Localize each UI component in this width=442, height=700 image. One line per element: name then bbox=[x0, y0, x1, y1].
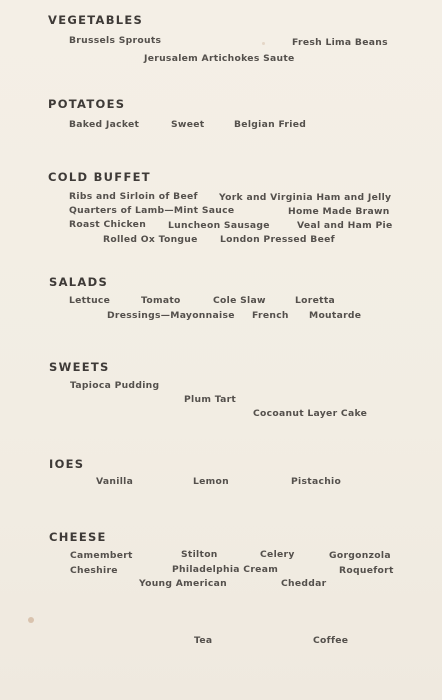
ices-heading: IOES bbox=[49, 457, 85, 471]
cold-buffet-item: London Pressed Beef bbox=[220, 234, 335, 245]
cheese-item: Camembert bbox=[70, 550, 133, 561]
sweets-item: Cocoanut Layer Cake bbox=[253, 408, 368, 419]
cold-buffet-heading: COLD BUFFET bbox=[48, 170, 151, 184]
salads-item: Tomato bbox=[141, 295, 181, 306]
vegetables-heading: VEGETABLES bbox=[48, 13, 144, 27]
cheese-item: Roquefort bbox=[339, 565, 394, 576]
ices-item: Vanilla bbox=[96, 476, 134, 487]
cold-buffet-item: Veal and Ham Pie bbox=[297, 220, 393, 231]
cheese-item: Celery bbox=[260, 549, 295, 560]
vegetables-item: Brussels Sprouts bbox=[69, 35, 162, 46]
salads-item: Loretta bbox=[295, 295, 336, 306]
cold-buffet-item: Rolled Ox Tongue bbox=[103, 234, 198, 245]
salads-item: Moutarde bbox=[309, 310, 362, 321]
potatoes-item: Belgian Fried bbox=[234, 119, 307, 130]
cold-buffet-item: Quarters of Lamb—Mint Sauce bbox=[69, 205, 235, 216]
potatoes-item: Sweet bbox=[171, 119, 205, 130]
sweets-item: Tapioca Pudding bbox=[70, 380, 160, 391]
potatoes-item: Baked Jacket bbox=[69, 119, 140, 130]
cold-buffet-item: York and Virginia Ham and Jelly bbox=[219, 192, 392, 203]
cheese-item: Cheshire bbox=[70, 565, 118, 576]
sweets-item: Plum Tart bbox=[184, 394, 237, 405]
cheese-item: Philadelphia Cream bbox=[172, 564, 279, 575]
salads-item: Lettuce bbox=[69, 295, 111, 306]
cheese-item: Gorgonzola bbox=[329, 550, 391, 561]
cold-buffet-item: Home Made Brawn bbox=[288, 206, 390, 217]
salads-heading: SALADS bbox=[49, 275, 109, 289]
beverage-item: Tea bbox=[194, 635, 213, 646]
salads-item: Cole Slaw bbox=[213, 295, 266, 306]
cold-buffet-item: Luncheon Sausage bbox=[168, 220, 270, 231]
cheese-item: Young American bbox=[139, 578, 227, 589]
paper-stain bbox=[262, 42, 265, 45]
cold-buffet-item: Roast Chicken bbox=[69, 219, 147, 230]
cold-buffet-item: Ribs and Sirloin of Beef bbox=[69, 191, 198, 202]
beverage-item: Coffee bbox=[313, 635, 349, 646]
cheese-item: Cheddar bbox=[281, 578, 327, 589]
salads-item: French bbox=[252, 310, 289, 321]
sweets-heading: SWEETS bbox=[49, 360, 110, 374]
ices-item: Lemon bbox=[193, 476, 230, 487]
potatoes-heading: POTATOES bbox=[48, 97, 126, 111]
salads-item: Dressings—Mayonnaise bbox=[107, 310, 235, 321]
paper-stain bbox=[28, 617, 34, 623]
vegetables-item: Jerusalem Artichokes Saute bbox=[144, 53, 295, 64]
cheese-item: Stilton bbox=[181, 549, 218, 560]
cheese-heading: CHEESE bbox=[49, 530, 107, 544]
ices-item: Pistachio bbox=[291, 476, 342, 487]
vegetables-item: Fresh Lima Beans bbox=[292, 37, 388, 48]
